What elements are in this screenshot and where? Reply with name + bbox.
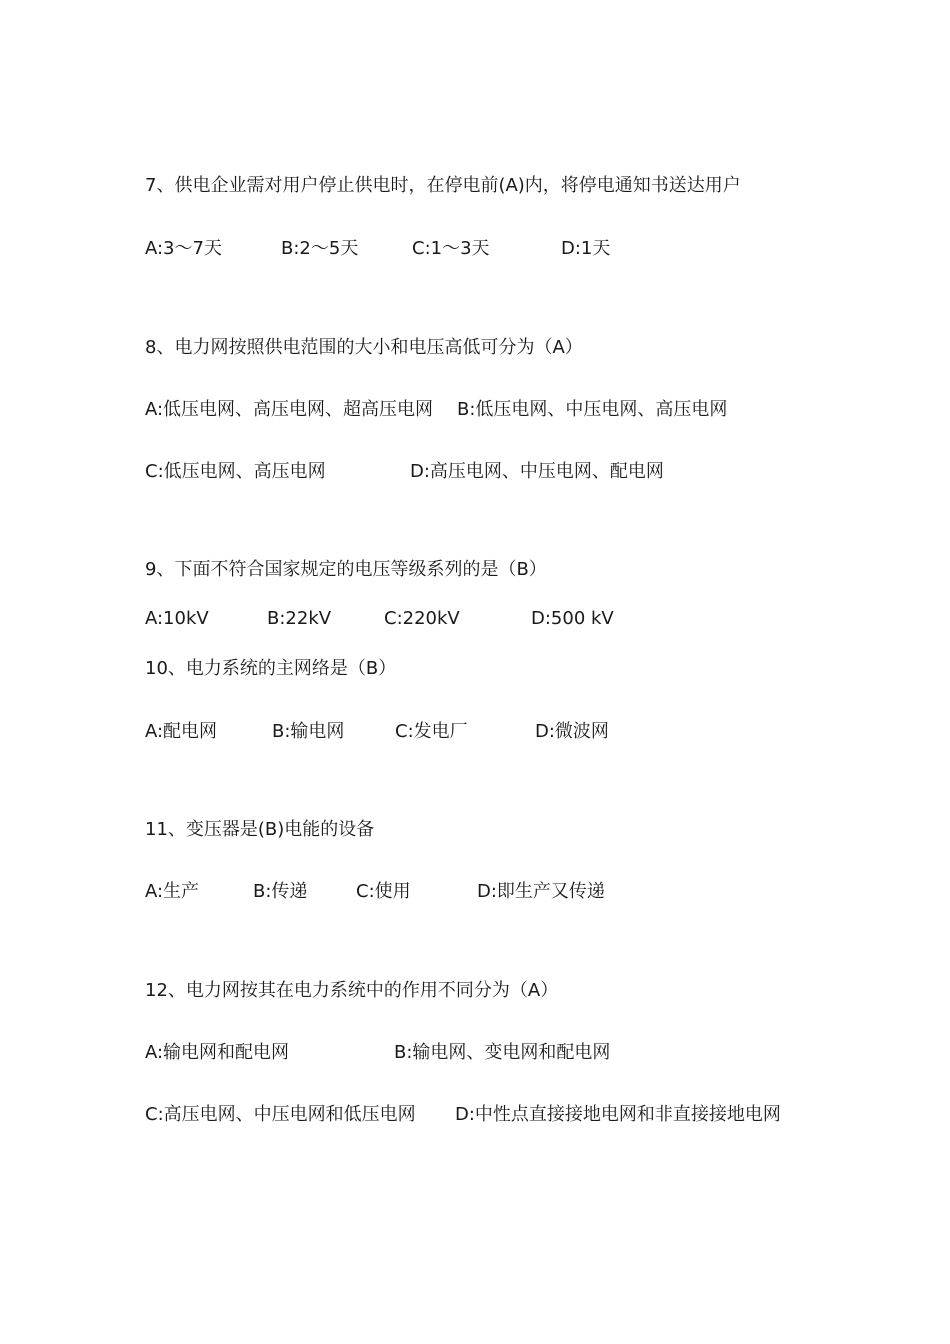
question-7: 7、供电企业需对用户停止供电时，在停电前(A)内，将停电通知书送达用户 (145, 175, 741, 196)
question-8-option-a: A:低压电网、高压电网、超高压电网 (145, 399, 434, 420)
question-10-option-d: D:微波网 (535, 721, 609, 742)
question-11-option-b: B:传递 (253, 881, 308, 902)
question-8: 8、电力网按照供电范围的大小和电压高低可分为（A） (145, 337, 583, 358)
question-8-option-d: D:高压电网、中压电网、配电网 (410, 461, 664, 482)
question-9: 9、下面不符合国家规定的电压等级系列的是（B） (145, 559, 547, 580)
question-11-option-c: C:使用 (356, 881, 411, 902)
question-11: 11、变压器是(B)电能的设备 (145, 819, 375, 840)
question-9-option-d: D:500 kV (531, 608, 614, 629)
question-7-option-c: C:1～3天 (412, 238, 490, 259)
question-10: 10、电力系统的主网络是（B） (145, 658, 397, 679)
question-12: 12、电力网按其在电力系统中的作用不同分为（A） (145, 980, 559, 1001)
question-8-option-c: C:低压电网、高压电网 (145, 461, 326, 482)
question-10-option-c: C:发电厂 (395, 721, 468, 742)
question-10-option-b: B:输电网 (272, 721, 345, 742)
question-12-option-c: C:高压电网、中压电网和低压电网 (145, 1104, 416, 1125)
question-11-option-a: A:生产 (145, 881, 200, 902)
question-9-option-b: B:22kV (267, 608, 332, 629)
question-7-option-b: B:2～5天 (281, 238, 359, 259)
question-7-option-a: A:3～7天 (145, 238, 222, 259)
question-12-option-b: B:输电网、变电网和配电网 (394, 1042, 611, 1063)
question-12-option-d: D:中性点直接接地电网和非直接接地电网 (455, 1104, 781, 1125)
question-9-option-c: C:220kV (384, 608, 460, 629)
question-8-option-b: B:低压电网、中压电网、高压电网 (457, 399, 728, 420)
question-12-option-a: A:输电网和配电网 (145, 1042, 290, 1063)
question-11-option-d: D:即生产又传递 (477, 881, 605, 902)
question-10-option-a: A:配电网 (145, 721, 218, 742)
question-7-option-d: D:1天 (561, 238, 611, 259)
question-9-option-a: A:10kV (145, 608, 209, 629)
